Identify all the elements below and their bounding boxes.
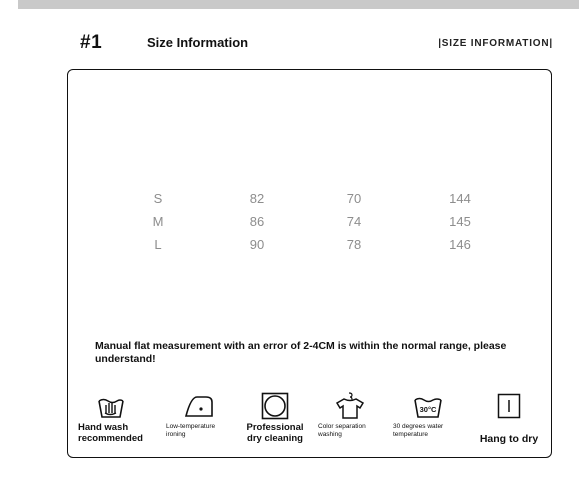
care-label-line2: recommended: [78, 432, 143, 444]
care-label-line1: Color separation: [318, 423, 366, 430]
table-row: [68, 233, 551, 256]
size-cell: S: [153, 191, 163, 206]
care-item-wash-30: [393, 392, 463, 438]
care-label-line2: temperature: [393, 430, 429, 438]
care-item-hand-wash: [78, 392, 144, 444]
table-row: [68, 187, 551, 210]
care-label-line1: Hand wash: [78, 422, 129, 433]
care-label-line2: washing: [318, 430, 342, 438]
table-row: [68, 210, 551, 233]
care-item-hang-dry: [474, 392, 544, 445]
wash-temp-text: 30°C: [419, 405, 437, 414]
measure-cell: 146: [449, 237, 471, 252]
measure-cell: 74: [346, 214, 362, 229]
size-cell: L: [154, 237, 162, 252]
care-label-line1: 30 degrees water: [393, 423, 444, 430]
top-divider-bar: [18, 0, 579, 9]
measure-cell: 82: [249, 191, 265, 206]
care-instructions: [78, 392, 546, 452]
care-label-line1: Hang to dry: [479, 433, 539, 445]
section-title: Size Information: [147, 35, 249, 50]
measure-cell: 86: [249, 214, 265, 229]
section-number: #1: [80, 32, 103, 53]
care-label-line1: Low-temperature: [166, 423, 216, 430]
size-cell: M: [152, 214, 164, 229]
measure-cell: 145: [449, 214, 471, 229]
care-item-color-separation: [318, 392, 382, 438]
iron-low-icon: [184, 392, 214, 420]
care-label-line2: dry cleaning: [247, 432, 303, 444]
hand-wash-icon: [96, 392, 126, 420]
section-tag: |SIZE INFORMATION|: [438, 38, 553, 49]
care-label-line1: Professional: [246, 422, 304, 433]
measure-cell: 78: [346, 237, 362, 252]
wash-30-icon: [411, 392, 445, 420]
hang-dry-icon: [494, 392, 524, 420]
size-info-panel: [67, 69, 552, 458]
measurement-note: Manual flat measurement with an error of 2-4CM is within the normal range, please understand!: [95, 340, 507, 365]
care-item-ironing: [166, 392, 232, 438]
shirt-separate-icon: [335, 392, 365, 420]
measure-cell: 70: [346, 191, 362, 206]
section-header: [80, 31, 560, 59]
measure-cell: 90: [249, 237, 265, 252]
measure-cell: 144: [449, 191, 471, 206]
dry-clean-icon: [260, 392, 290, 420]
care-label-line2: ironing: [166, 430, 186, 438]
care-item-dry-clean: [243, 392, 307, 444]
size-table: [68, 187, 551, 256]
